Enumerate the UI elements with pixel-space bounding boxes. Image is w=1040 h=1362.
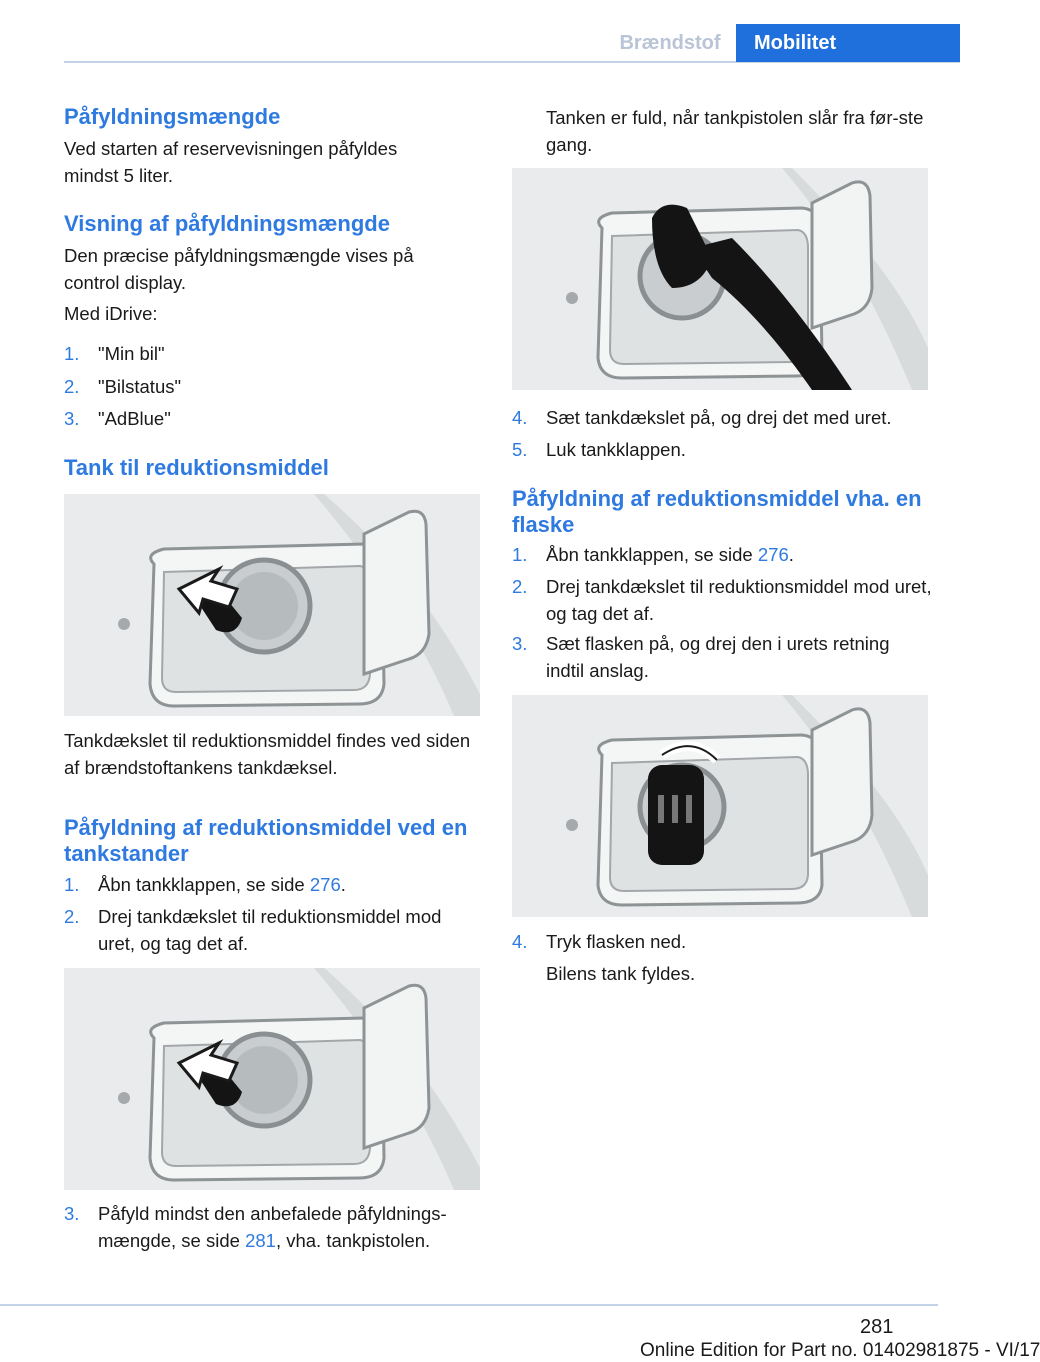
station-step: 2. Drej tankdækslet til reduktionsmiddel mod uret, og tag det af. [64, 906, 442, 954]
text-display-amount: Den præcise påfyldningsmængde vises på control display. [64, 245, 414, 293]
photo-tank-cap [64, 494, 480, 716]
text-with-idrive: Med iDrive: [64, 303, 158, 324]
text-tank-fills: Bilens tank fyldes. [546, 963, 696, 984]
bottle-step: 4. Tryk flasken ned. [512, 931, 687, 952]
header-chapter-tab[interactable]: Mobilitet [736, 24, 960, 62]
heading-fill-bottle: Påfyldning af reduktionsmiddel vha. en flaske [512, 486, 922, 537]
text-tank-location: Tankdækslet til reduktionsmiddel findes ved siden af brændstoftankens tankdæksel. [64, 730, 471, 778]
photo-bottle [512, 695, 928, 917]
photo-fuel-nozzle [512, 168, 928, 390]
header-section-tab[interactable]: Brændstof [619, 32, 721, 54]
idrive-step: 2. "Bilstatus" [64, 376, 182, 397]
idrive-step: 1. "Min bil" [64, 343, 165, 364]
bottle-step: 1. Åbn tankklappen, se side 276. [512, 544, 794, 565]
heading-fill-station: Påfyldning af reduktionsmiddel ved en tankstander [64, 815, 468, 866]
heading-tank: Tank til reduktionsmiddel [64, 455, 329, 480]
page-link[interactable]: 276 [757, 544, 789, 565]
heading-display-amount: Visning af påfyldningsmængde [64, 211, 390, 236]
footer-rule [0, 1304, 938, 1306]
photo-tank-cap-open [64, 968, 480, 1190]
edition-note: Online Edition for Part no. 01402981875 - VI/17 [640, 1340, 1040, 1361]
bottle-step: 2. Drej tankdækslet til reduktionsmiddel mod uret, og tag det af. [512, 576, 932, 624]
text-tank-full: Tanken er fuld, når tankpistolen slår fra før-ste gang. [546, 107, 924, 155]
idrive-step: 3. "AdBlue" [64, 408, 171, 429]
page-link[interactable]: 276 [309, 874, 341, 895]
text-fill-amount: Ved starten af reservevisningen påfyldes mindst 5 liter. [64, 138, 398, 186]
page-link[interactable]: 281 [245, 1230, 276, 1251]
bottle-step: 3. Sæt flasken på, og drej den i urets retning indtil anslag. [512, 633, 890, 681]
page-number: 281 [860, 1316, 894, 1338]
heading-fill-amount: Påfyldningsmængde [64, 104, 281, 129]
station-step: 4. Sæt tankdækslet på, og drej det med uret. [512, 407, 892, 428]
station-step: 5. Luk tankklappen. [512, 439, 686, 460]
station-step: 3. Påfyld mindst den anbefalede påfyldnings-mængde, se side 281, vha. tankpistolen. [64, 1203, 447, 1251]
station-step: 1. Åbn tankklappen, se side 276. [64, 874, 346, 895]
